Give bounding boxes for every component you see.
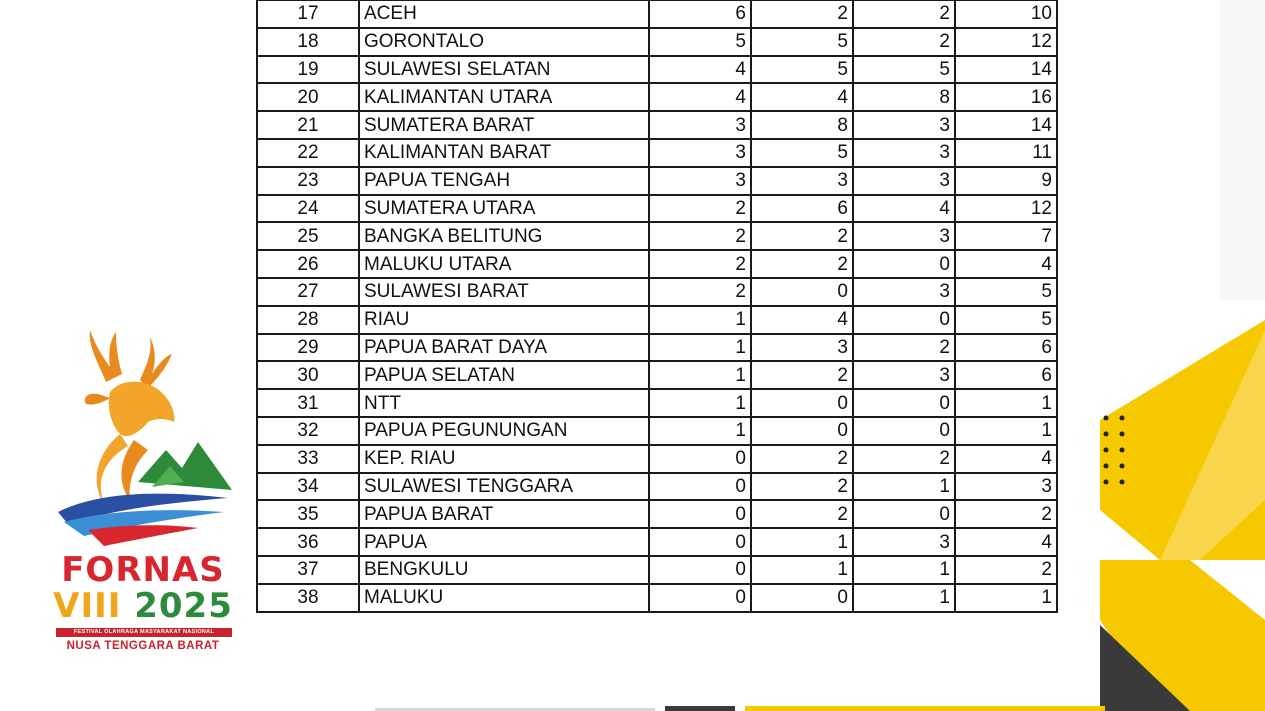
total-cell: 5 — [955, 306, 1057, 334]
bronze-cell: 0 — [853, 250, 955, 278]
bronze-cell: 0 — [853, 417, 955, 445]
fornas-logo — [48, 322, 248, 662]
silver-cell: 1 — [751, 556, 853, 584]
rank-cell: 19 — [257, 56, 359, 84]
silver-cell: 4 — [751, 306, 853, 334]
silver-cell: 0 — [751, 584, 853, 612]
gold-cell: 1 — [649, 417, 751, 445]
bronze-cell: 1 — [853, 473, 955, 501]
total-cell: 1 — [955, 584, 1057, 612]
bronze-cell: 0 — [853, 389, 955, 417]
bronze-cell: 4 — [853, 195, 955, 223]
gold-cell: 3 — [649, 139, 751, 167]
gold-cell: 2 — [649, 195, 751, 223]
gold-cell: 6 — [649, 0, 751, 28]
bronze-cell: 0 — [853, 500, 955, 528]
province-cell: PAPUA TENGAH — [359, 167, 649, 195]
province-cell: BENGKULU — [359, 556, 649, 584]
table-row — [257, 417, 1057, 445]
rank-cell: 18 — [257, 28, 359, 56]
rank-cell: 37 — [257, 556, 359, 584]
total-cell: 14 — [955, 111, 1057, 139]
silver-cell: 0 — [751, 278, 853, 306]
province-cell: PAPUA — [359, 528, 649, 556]
silver-cell: 2 — [751, 0, 853, 28]
rank-cell: 25 — [257, 222, 359, 250]
province-cell: MALUKU — [359, 584, 649, 612]
table-row — [257, 500, 1057, 528]
table-row — [257, 195, 1057, 223]
bottom-strip — [375, 706, 1105, 711]
bronze-cell: 3 — [853, 361, 955, 389]
province-cell: PAPUA BARAT DAYA — [359, 334, 649, 362]
rank-cell: 30 — [257, 361, 359, 389]
silver-cell: 5 — [751, 28, 853, 56]
silver-cell: 3 — [751, 167, 853, 195]
total-cell: 2 — [955, 500, 1057, 528]
total-cell: 12 — [955, 28, 1057, 56]
total-cell: 7 — [955, 222, 1057, 250]
total-cell: 12 — [955, 195, 1057, 223]
table-row — [257, 584, 1057, 612]
gold-cell: 0 — [649, 445, 751, 473]
rank-cell: 29 — [257, 334, 359, 362]
bronze-cell: 3 — [853, 111, 955, 139]
total-cell: 5 — [955, 278, 1057, 306]
rank-cell: 24 — [257, 195, 359, 223]
total-cell: 11 — [955, 139, 1057, 167]
total-cell: 1 — [955, 417, 1057, 445]
silver-cell: 2 — [751, 222, 853, 250]
gold-cell: 0 — [649, 528, 751, 556]
bronze-cell: 2 — [853, 28, 955, 56]
logo-name: FORNAS — [61, 550, 225, 590]
logo-year: 2025 — [134, 586, 233, 626]
table-row — [257, 139, 1057, 167]
total-cell: 6 — [955, 334, 1057, 362]
province-cell: SUMATERA BARAT — [359, 111, 649, 139]
table-row — [257, 28, 1057, 56]
province-cell: ACEH — [359, 0, 649, 28]
table-row — [257, 111, 1057, 139]
silver-cell: 8 — [751, 111, 853, 139]
table-row — [257, 167, 1057, 195]
bronze-cell: 3 — [853, 139, 955, 167]
rank-cell: 38 — [257, 584, 359, 612]
silver-cell: 2 — [751, 445, 853, 473]
table-row — [257, 361, 1057, 389]
bronze-cell: 2 — [853, 445, 955, 473]
silver-cell: 0 — [751, 389, 853, 417]
province-cell: PAPUA BARAT — [359, 500, 649, 528]
province-cell: SULAWESI TENGGARA — [359, 473, 649, 501]
silver-cell: 2 — [751, 500, 853, 528]
table-row — [257, 445, 1057, 473]
province-cell: KALIMANTAN UTARA — [359, 83, 649, 111]
rank-cell: 32 — [257, 417, 359, 445]
rank-cell: 22 — [257, 139, 359, 167]
total-cell: 4 — [955, 528, 1057, 556]
province-cell: NTT — [359, 389, 649, 417]
silver-cell: 3 — [751, 334, 853, 362]
bronze-cell: 3 — [853, 167, 955, 195]
total-cell: 6 — [955, 361, 1057, 389]
rank-cell: 17 — [257, 0, 359, 28]
silver-cell: 4 — [751, 83, 853, 111]
gold-cell: 0 — [649, 584, 751, 612]
table-row — [257, 528, 1057, 556]
bronze-cell: 8 — [853, 83, 955, 111]
bronze-cell: 0 — [853, 306, 955, 334]
gold-cell: 0 — [649, 473, 751, 501]
total-cell: 4 — [955, 445, 1057, 473]
total-cell: 10 — [955, 0, 1057, 28]
gold-cell: 5 — [649, 28, 751, 56]
province-cell: KEP. RIAU — [359, 445, 649, 473]
table-row — [257, 306, 1057, 334]
province-cell: PAPUA PEGUNUNGAN — [359, 417, 649, 445]
right-decoration — [1100, 0, 1265, 711]
silver-cell: 5 — [751, 56, 853, 84]
gold-cell: 2 — [649, 250, 751, 278]
deer-emblem-icon — [48, 322, 248, 552]
gold-cell: 4 — [649, 83, 751, 111]
rank-cell: 28 — [257, 306, 359, 334]
medal-table-body — [257, 0, 1057, 612]
table-row — [257, 473, 1057, 501]
medal-table — [256, 0, 1058, 613]
total-cell: 2 — [955, 556, 1057, 584]
province-cell: SUMATERA UTARA — [359, 195, 649, 223]
rank-cell: 35 — [257, 500, 359, 528]
bronze-cell: 3 — [853, 222, 955, 250]
total-cell: 3 — [955, 473, 1057, 501]
bronze-cell: 2 — [853, 0, 955, 28]
province-cell: GORONTALO — [359, 28, 649, 56]
rank-cell: 33 — [257, 445, 359, 473]
gold-cell: 1 — [649, 334, 751, 362]
total-cell: 4 — [955, 250, 1057, 278]
gold-cell: 1 — [649, 361, 751, 389]
province-cell: SULAWESI SELATAN — [359, 56, 649, 84]
silver-cell: 6 — [751, 195, 853, 223]
gold-cell: 4 — [649, 56, 751, 84]
rank-cell: 31 — [257, 389, 359, 417]
rank-cell: 21 — [257, 111, 359, 139]
rank-cell: 27 — [257, 278, 359, 306]
bronze-cell: 1 — [853, 556, 955, 584]
table-row — [257, 83, 1057, 111]
province-cell: MALUKU UTARA — [359, 250, 649, 278]
gold-cell: 2 — [649, 222, 751, 250]
rank-cell: 20 — [257, 83, 359, 111]
gold-cell: 1 — [649, 306, 751, 334]
province-cell: RIAU — [359, 306, 649, 334]
table-row — [257, 278, 1057, 306]
logo-edition — [48, 586, 238, 626]
gold-cell: 1 — [649, 389, 751, 417]
table-row — [257, 389, 1057, 417]
silver-cell: 0 — [751, 417, 853, 445]
logo-region: NUSA TENGGARA BARAT — [66, 640, 220, 652]
rank-cell: 26 — [257, 250, 359, 278]
silver-cell: 2 — [751, 473, 853, 501]
bronze-cell: 1 — [853, 584, 955, 612]
bronze-cell: 2 — [853, 334, 955, 362]
total-cell: 14 — [955, 56, 1057, 84]
total-cell: 1 — [955, 389, 1057, 417]
table-row — [257, 334, 1057, 362]
gold-cell: 0 — [649, 556, 751, 584]
silver-cell: 2 — [751, 361, 853, 389]
gold-cell: 2 — [649, 278, 751, 306]
total-cell: 9 — [955, 167, 1057, 195]
gold-cell: 0 — [649, 500, 751, 528]
rank-cell: 34 — [257, 473, 359, 501]
province-cell: PAPUA SELATAN — [359, 361, 649, 389]
table-row — [257, 0, 1057, 28]
logo-tagline: FESTIVAL OLAHRAGA MASYARAKAT NASIONAL — [56, 628, 232, 637]
gold-cell: 3 — [649, 167, 751, 195]
rank-cell: 36 — [257, 528, 359, 556]
table-row — [257, 556, 1057, 584]
silver-cell: 2 — [751, 250, 853, 278]
province-cell: BANGKA BELITUNG — [359, 222, 649, 250]
table-row — [257, 250, 1057, 278]
gold-cell: 3 — [649, 111, 751, 139]
table-row — [257, 222, 1057, 250]
silver-cell: 5 — [751, 139, 853, 167]
silver-cell: 1 — [751, 528, 853, 556]
total-cell: 16 — [955, 83, 1057, 111]
rank-cell: 23 — [257, 167, 359, 195]
bronze-cell: 3 — [853, 278, 955, 306]
province-cell: KALIMANTAN BARAT — [359, 139, 649, 167]
table-row — [257, 56, 1057, 84]
province-cell: SULAWESI BARAT — [359, 278, 649, 306]
bronze-cell: 5 — [853, 56, 955, 84]
logo-roman: VIII — [53, 586, 122, 626]
bronze-cell: 3 — [853, 528, 955, 556]
